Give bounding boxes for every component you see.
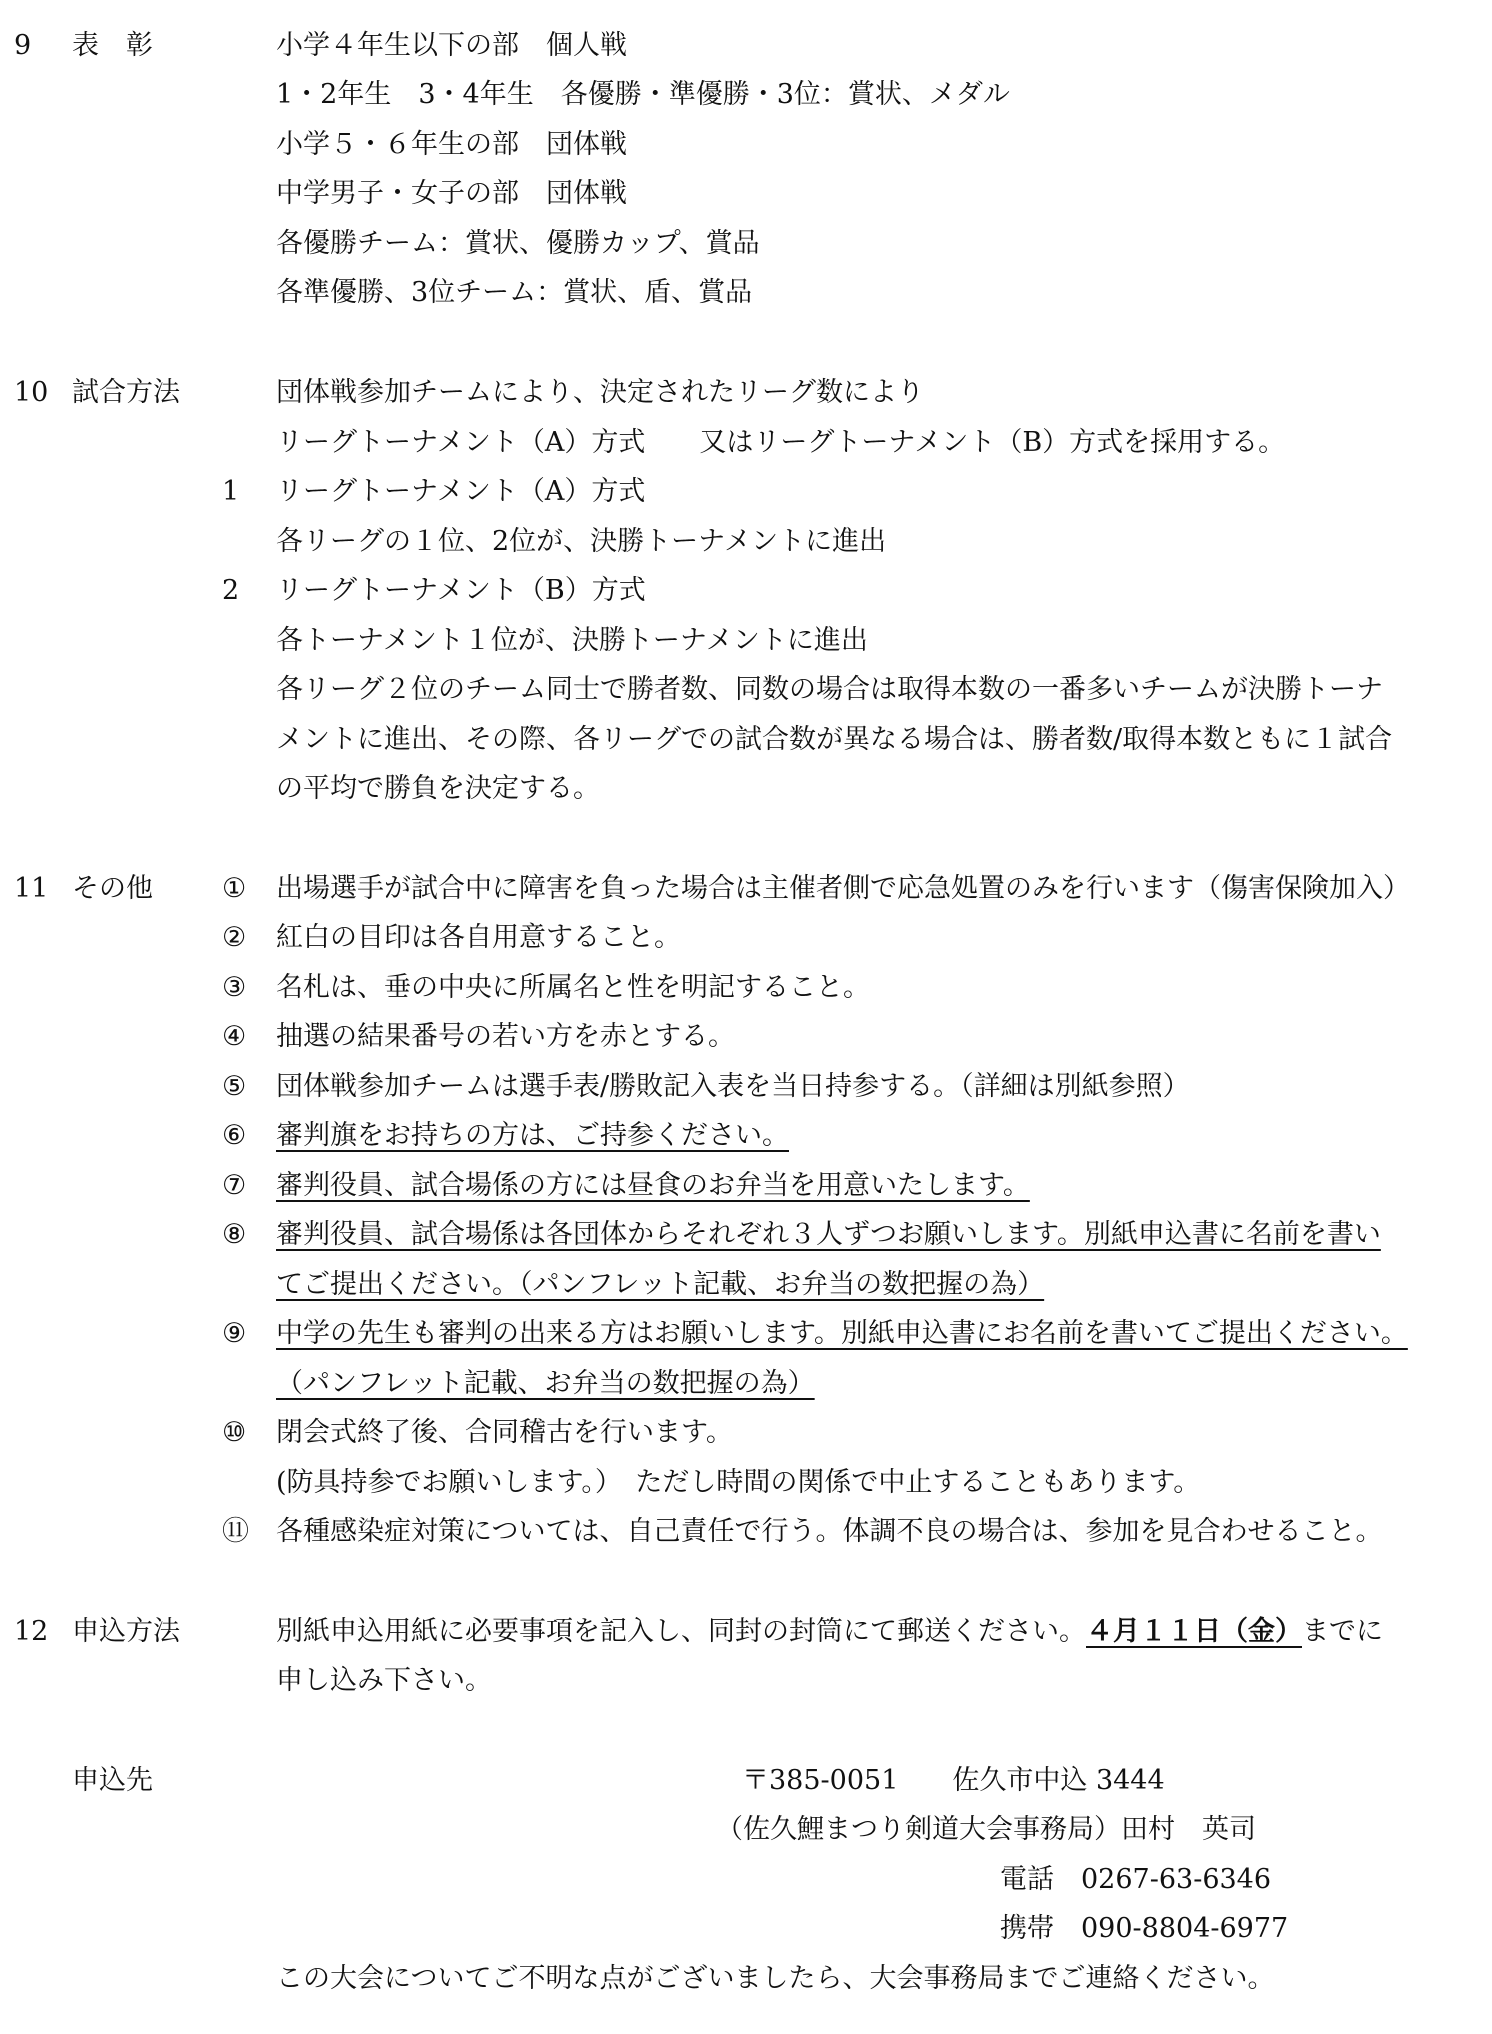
section-11-item-line: 審判役員、試合場係の方には昼食のお弁当を用意いたします。 [276,1170,1030,1201]
section-11-item-marker: ⑥ [222,1120,247,1151]
section-11-item-marker: ① [222,873,247,904]
section-11-item-line: 出場選手が試合中に障害を負った場合は主催者側で応急処置のみを行います（傷害保険加入） [276,873,1410,904]
section-11-item-marker: ③ [222,972,247,1003]
section-11-item-line: 名札は、垂の中央に所属名と性を明記すること。 [276,972,870,1003]
section-11-item-line: 審判旗をお持ちの方は、ご持参ください。 [276,1120,789,1151]
section-10-item-line: 各リーグの１位、2位が、決勝トーナメントに進出 [276,526,887,557]
section-10-item-marker: 2 [222,575,240,606]
section-11-item-marker: ② [222,922,247,953]
section-11-item-line: (防具持参でお願いします。） ただし時間の関係で中止することもあります。 [276,1467,1201,1498]
section-11-item-line: （パンフレット記載、お弁当の数把握の為） [276,1368,815,1399]
section-9-line: 中学男子・女子の部 団体戦 [276,178,627,209]
section-9-number: 9 [14,30,32,61]
section-11-item-line: 各種感染症対策については、自己責任で行う。体調不良の場合は、参加を見合わせること。 [276,1516,1383,1547]
section-11-number: 11 [14,873,49,904]
section-11-item-marker: ⑨ [222,1318,247,1349]
section-11-item-line: てご提出ください。（パンフレット記載、お弁当の数把握の為） [276,1269,1045,1300]
contact-label: 申込先 [72,1765,153,1796]
section-10-item-line: リーグトーナメント（B）方式 [276,575,646,606]
section-11-item-marker: ⑤ [222,1071,247,1102]
contact-phone: 電話 0267-63-6346 [1000,1864,1272,1895]
section-11-item-line: 中学の先生も審判の出来る方はお願いします。別紙申込書にお名前を書いてご提出ください。 [276,1318,1408,1349]
section-11-item-line: 団体戦参加チームは選手表/勝敗記入表を当日持参する。（詳細は別紙参照） [276,1071,1190,1102]
section-10-intro: リーグトーナメント（A）方式 又はリーグトーナメント（B）方式を採用する。 [276,427,1286,458]
section-10-item-line: の平均で勝負を決定する。 [276,773,600,804]
section-10-item-line: 各トーナメント１位が、決勝トーナメントに進出 [276,625,868,656]
section-11-item-marker: ⑧ [222,1219,247,1250]
section-10-item-line: リーグトーナメント（A）方式 [276,476,646,507]
section-11-item-marker: ⑪ [222,1516,249,1547]
contact-postal-address: 〒385-0051 佐久市中込 3444 [742,1765,1165,1796]
section-12-line2: 申し込み下さい。 [276,1665,492,1696]
section-10-title: 試合方法 [72,377,180,408]
application-deadline: ４月１１日（金） [1086,1616,1302,1647]
section-10-item-line: メントに進出、その際、各リーグでの試合数が異なる場合は、勝者数/取得本数ともに１試合 [276,724,1393,755]
section-12-title: 申込方法 [72,1616,180,1647]
section-9-line: 各準優勝、3位チーム：賞状、盾、賞品 [276,277,753,308]
section-9-title: 表 彰 [72,30,153,61]
section-10-intro: 団体戦参加チームにより、決定されたリーグ数により [276,377,924,408]
section-9-line: 小学４年生以下の部 個人戦 [276,30,627,61]
section-11-item-marker: ④ [222,1021,247,1052]
section-11-item-line: 抽選の結果番号の若い方を赤とする。 [276,1021,735,1052]
section-11-item-line: 審判役員、試合場係は各団体からそれぞれ３人ずつお願いします。別紙申込書に名前を書い [276,1219,1381,1250]
section-11-item-marker: ⑩ [222,1417,247,1448]
section-10-item-line: 各リーグ２位のチーム同士で勝者数、同数の場合は取得本数の一番多いチームが決勝トーナ [276,674,1383,705]
contact-note: この大会についてご不明な点がございましたら、大会事務局までご連絡ください。 [276,1963,1275,1994]
section-10-number: 10 [14,377,49,408]
section-11-title: その他 [72,873,153,904]
section-12-text-after: までに [1302,1616,1383,1647]
section-11-item-line: 紅白の目印は各自用意すること。 [276,922,681,953]
section-12-text-before: 別紙申込用紙に必要事項を記入し、同封の封筒にて郵送ください。 [276,1616,1086,1647]
section-9-line: 1・2年生 3・4年生 各優勝・準優勝・3位：賞状、メダル [276,79,1010,110]
section-11-item-marker: ⑦ [222,1170,247,1201]
section-11-item-line: 閉会式終了後、合同稽古を行います。 [276,1417,733,1448]
section-12-number: 12 [14,1616,49,1647]
section-12-text [276,1615,1383,1649]
contact-mobile: 携帯 090-8804-6977 [1000,1913,1289,1944]
contact-office: （佐久鯉まつり剣道大会事務局）田村 英司 [716,1814,1256,1845]
section-9-line: 各優勝チーム：賞状、優勝カップ、賞品 [276,228,760,259]
section-10-item-marker: 1 [222,476,240,507]
section-9-line: 小学５・６年生の部 団体戦 [276,129,627,160]
